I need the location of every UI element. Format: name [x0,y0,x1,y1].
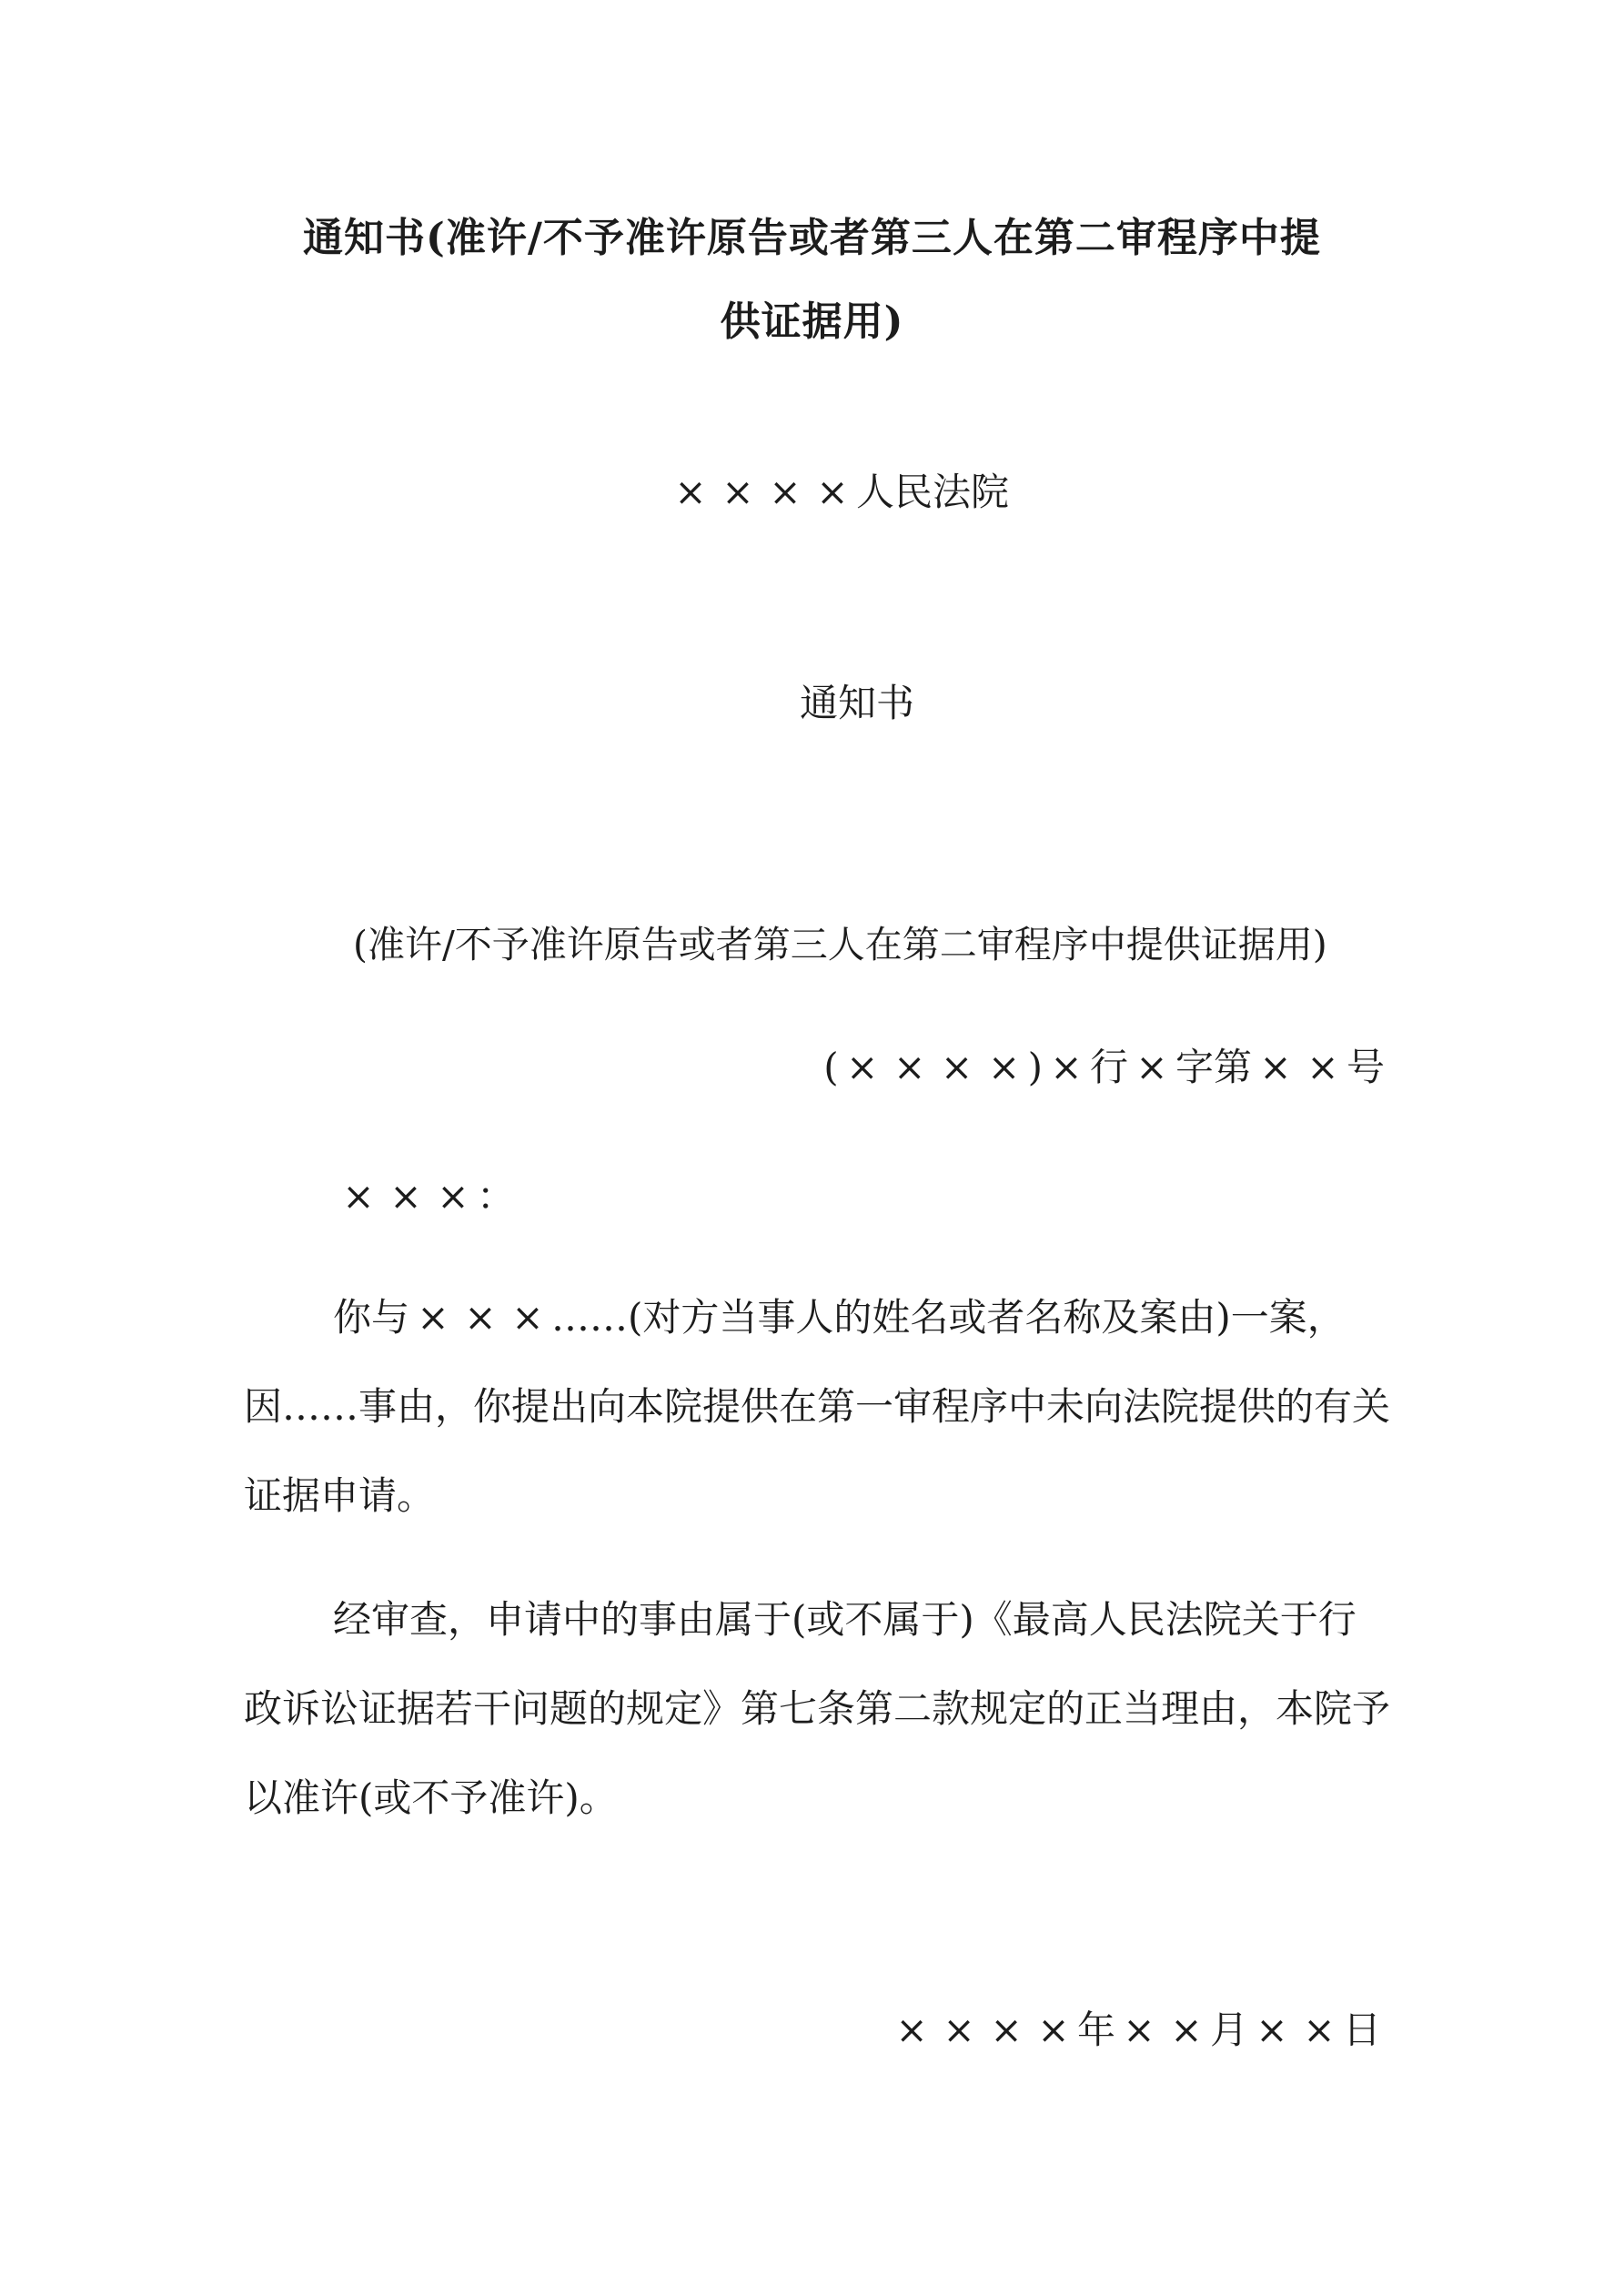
recipient-name: × × × ： [342,1174,515,1219]
body-paragraph-2 [244,1575,1392,1843]
document-date: × × × × 年 × × 月 × × 日 [895,2008,1381,2052]
paragraph-line: 政诉讼证据若干问题的规定》第七条第二款规定的正当理由，本院予 [244,1686,1391,1731]
paragraph-line: 因……事由，你提出向本院提供在第一审程序中未向法院提供的有关 [244,1384,1391,1429]
case-number: ( × × × × ) × 行 × 字第 × × 号 [823,1045,1385,1089]
document-title [0,197,1624,364]
court-name: × × × × 人民法院 [674,470,1009,514]
paragraph-line: 你与 × × × ……(对方当事人的姓名或者名称及案由)一案， [333,1295,1346,1340]
paragraph-line: 证据申请。 [244,1473,436,1518]
notice-subtitle: (准许/不予准许原告或者第三人在第二审程序中提供证据用) [353,923,1327,966]
document-title-line-2: 供证据用) [720,298,904,345]
paragraph-line: 经审查，申请中的事由属于(或不属于)《最高人民法院关于行 [333,1597,1357,1642]
notice-heading: 通知书 [800,681,915,725]
paragraph-line: 以准许(或不予准许)。 [244,1775,618,1820]
body-paragraph-1 [244,1273,1392,1541]
document-title-line-1: 通知书(准许/不予准许原告或者第三人在第二审程序中提 [303,215,1321,261]
